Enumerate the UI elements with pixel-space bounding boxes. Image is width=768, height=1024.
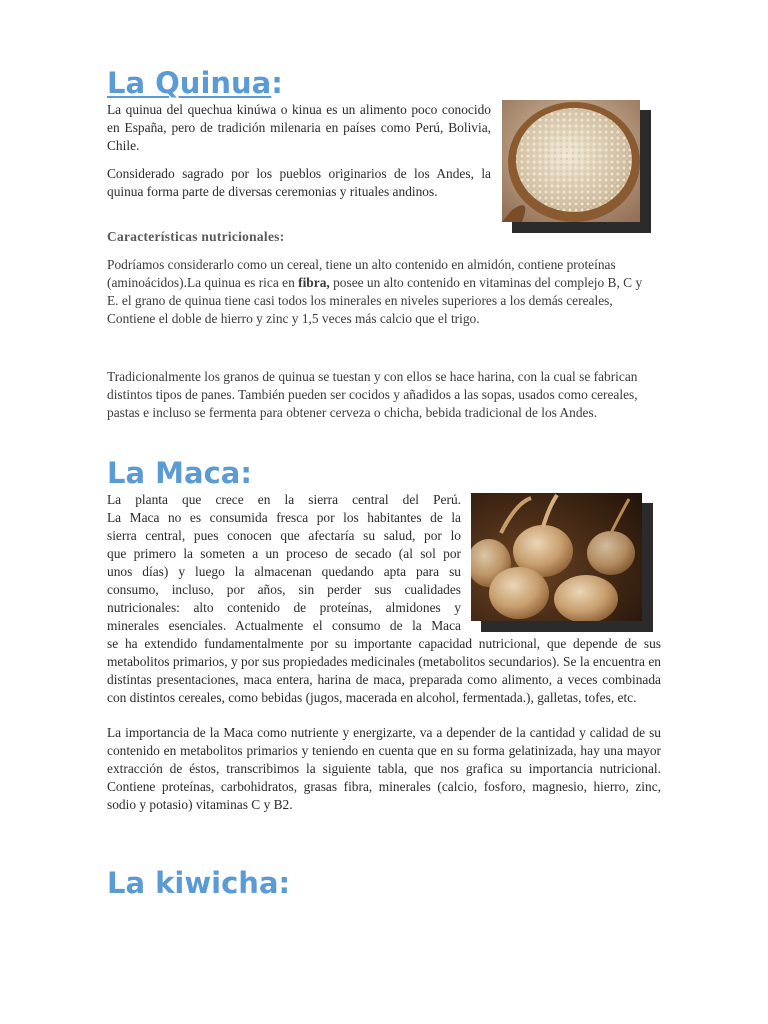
heading-quinua-text: La Quinua (107, 66, 272, 100)
maca-line-8: minerales esenciales. Actualmente el consumo de la Maca (107, 618, 461, 633)
maca-paragraph-2: La importancia de la Maca como nutriente y energizarte, va a depender de la cantidad y calidad de su contenido en metabolitos primarios y teniendo en cuenta que en su forma gelatinizada, hay una mayor extracción de éstos, transcribimos la siguiente tabla, que nos grafica su importancia nutricional. Contiene proteínas, carbohidratos, grasas fibra, minerales (calcio, fosforo, magnesio, hierro, zinc, sodio y potasio) vitaminas C y B2. (107, 725, 661, 812)
heading-kiwicha: La kiwicha: (107, 866, 291, 900)
quinua-paragraph-2: Considerado sagrado por los pueblos originarios de los Andes, la quinua forma parte de diversas ceremonias y rituales andinos. (107, 166, 491, 199)
quinua-paragraph-4: Tradicionalmente los granos de quinua se tuestan y con ellos se hace harina, con la cual se fabrican distintos tipos de panes. También pueden ser cocidos y añadidos a las sopas, usados como cereales, pastas e incluso se fermenta para obtener cerveza o chicha, bebida tradicional de los Andes. (107, 369, 638, 420)
heading-quinua (107, 66, 283, 100)
quinua-p3-end: posee un alto contenido en vitaminas del complejo B, C y E. el grano de quinua tiene casi todos los minerales en niveles superiores a los demás cereales, Contiene el doble de hierro y zinc y 1,5 veces más calcio que el trigo. (107, 275, 643, 326)
heading-maca: La Maca: (107, 456, 252, 490)
quinua-p3-bold: fibra, (298, 275, 330, 290)
quinua-p3-start: Podríamos considerarlo como un cereal, tiene un alto contenido en almidón, contiene proteínas (aminoácidos).La quinua es rica en (107, 257, 616, 290)
maca-photo (471, 493, 654, 633)
maca-line-1: La planta que crece en la sierra central del Perú. (107, 492, 461, 507)
quinua-paragraph-3 (107, 256, 648, 328)
maca-paragraph-continuation: se ha extendido fundamentalmente por su importante capacidad nutricional, que depende de sus metabolitos primarios, y por sus propiedades medicinales (metabolitos secundarios). Se la encuentra en distintas presentaciones, maca entera, harina de maca, preparada como alimento, a veces combinada con distintos cereales, como bebidas (jugos, macerada en alcohol, fermentada.), galletas, tofes, etc. (107, 636, 661, 705)
maca-line-6: consumo, incluso, por años, sin perder sus cualidades (107, 582, 461, 597)
quinua-subheading: Características nutricionales: (107, 229, 285, 244)
maca-line-5: unos días) y luego la almacenan quedando apta para su (107, 564, 461, 579)
maca-line-3: sierra central, pues conocen que afectaría su salud, por lo (107, 528, 461, 543)
quinua-paragraph-1: La quinua del quechua kinúwa o kinua es un alimento poco conocido en España, pero de tradición milenaria en países como Perú, Bolivia, Chile. (107, 102, 491, 153)
maca-line-2: La Maca no es consumida fresca por los habitantes de la (107, 510, 461, 525)
maca-line-4: que primero la someten a un proceso de secado (al sol por (107, 546, 461, 561)
maca-line-7: nutricionales: alto contenido de proteínas, almidones y (107, 600, 461, 615)
maca-side-text (107, 491, 461, 635)
quinoa-photo (502, 100, 652, 234)
heading-quinua-colon: : (271, 66, 283, 100)
